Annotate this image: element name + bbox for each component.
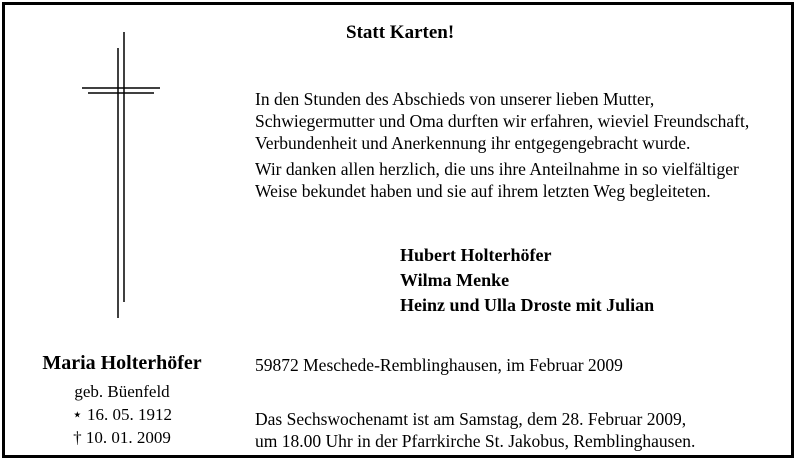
text-line: In den Stunden des Abschieds von unserer lieben Mutter, — [255, 89, 655, 109]
text-line: Das Sechswochenamt ist am Samstag, dem 28. Februar 2009, — [255, 409, 687, 429]
text-line: Verbundenheit und Anerkennung ihr entgegengebracht wurde. — [255, 133, 691, 153]
signer-name: Hubert Holterhöfer — [400, 245, 552, 265]
gratitude-paragraph — [255, 158, 739, 202]
text-line: um 18.00 Uhr in der Pfarrkirche St. Jakobus, Remblinghausen. — [255, 431, 696, 451]
deceased-name: Maria Holterhöfer — [42, 352, 202, 374]
memorial-service-info — [255, 408, 695, 452]
deceased-details — [18, 380, 226, 449]
notice-heading: Statt Karten! — [346, 22, 455, 43]
text-line: Schwiegermutter und Oma durften wir erfahren, wieviel Freundschaft, — [255, 111, 750, 131]
death-date: † 10. 01. 2009 — [73, 428, 171, 447]
place-date: 59872 Meschede-Remblinghausen, im Februar 2009 — [255, 355, 623, 375]
signers-list — [400, 243, 654, 318]
signer-name: Wilma Menke — [400, 270, 510, 290]
text-line: Wir danken allen herzlich, die uns ihre Anteilnahme in so vielfältiger — [255, 159, 739, 179]
signer-name: Heinz und Ulla Droste mit Julian — [400, 295, 655, 315]
text-line: Weise bekundet haben und sie auf ihrem letzten Weg begleiteten. — [255, 181, 711, 201]
birth-date: ⋆ 16. 05. 1912 — [72, 405, 172, 424]
thanks-paragraph — [255, 88, 749, 154]
maiden-name: geb. Büenfeld — [74, 382, 170, 401]
